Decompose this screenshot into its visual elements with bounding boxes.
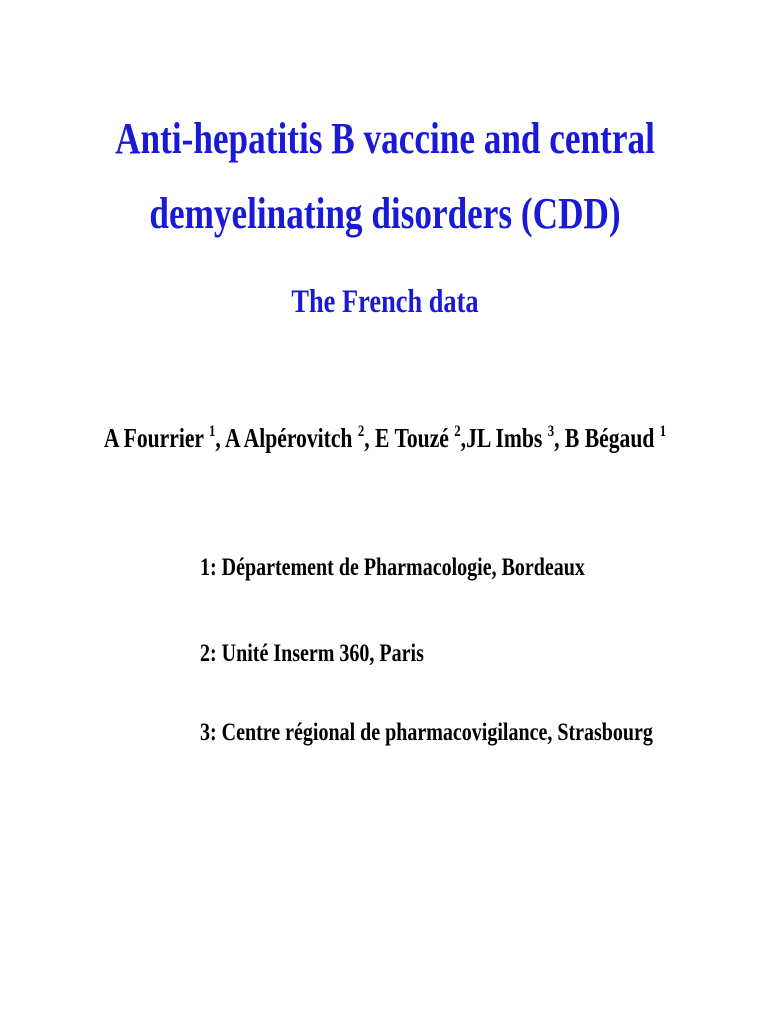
author-name: B Bégaud: [564, 423, 660, 453]
affiliation-3: 3: Centre régional de pharmacovigilance, Strasbourg: [200, 719, 653, 746]
author-affiliation-number: 1: [209, 423, 216, 440]
author-separator: ,: [460, 423, 467, 453]
author-affiliation-number: 1: [659, 423, 667, 440]
author-separator: ,: [364, 423, 376, 453]
author-list: [77, 420, 693, 456]
affiliation-2: 2: Unité Inserm 360, Paris: [200, 640, 424, 667]
author-separator: ,: [554, 423, 565, 453]
author-name: E Touzé: [375, 423, 455, 453]
title-line-1: Anti-hepatitis B vaccine and central: [115, 114, 655, 163]
author-name: JL Imbs: [466, 423, 548, 453]
affiliation-1: 1: Département de Pharmacologie, Bordeaux: [200, 554, 585, 581]
title-line-2: demyelinating disorders (CDD): [149, 189, 621, 238]
author-name: A Fourrier: [103, 423, 210, 453]
author-affiliation-number: 2: [454, 423, 461, 440]
author-affiliation-number: 3: [547, 423, 555, 440]
author-affiliation-number: 2: [357, 423, 365, 440]
subtitle: The French data: [291, 284, 479, 320]
author-name: A Alpérovitch: [225, 423, 358, 453]
author-separator: ,: [215, 423, 226, 453]
